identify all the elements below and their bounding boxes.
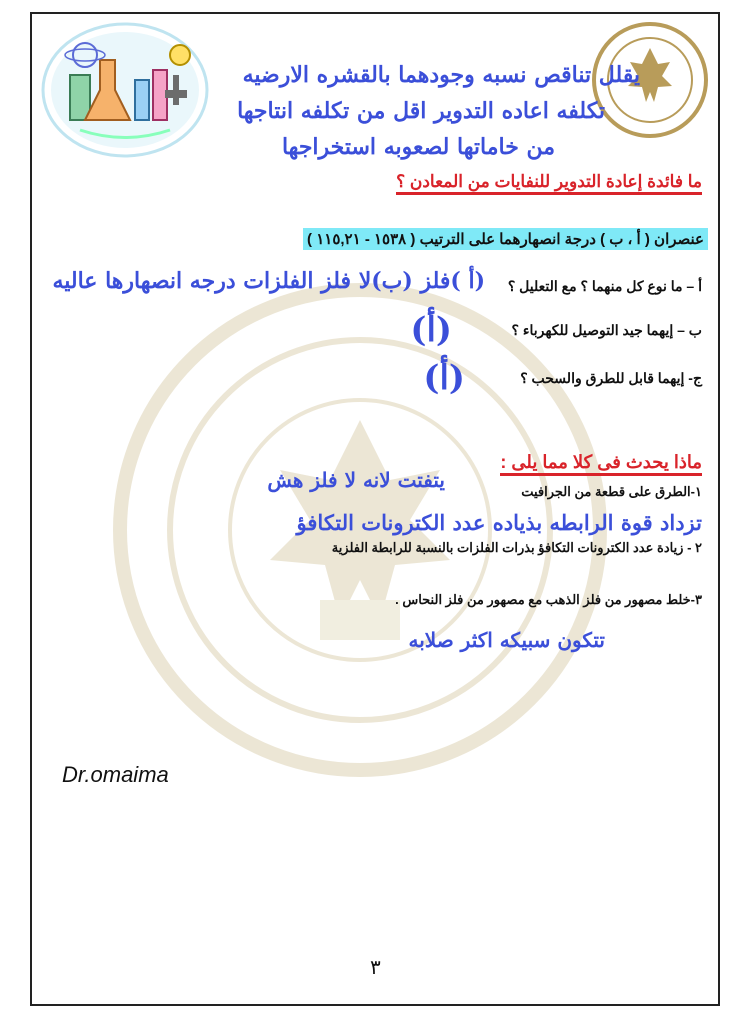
section2-title: عنصران ( أ ، ب ) درجة انصهارهما على الترتيب ( ١٥٣٨ - ١١٥,٢١ ) <box>303 228 708 250</box>
recycling-answer-line-1: يقلل تناقص نسبه وجودهما بالقشره الارضيه <box>242 62 640 88</box>
answer-3: تتكون سبيكه اكثر صلابه <box>408 628 605 652</box>
recycling-question: ما فائدة إعادة التدوير للنفايات من المعادن ؟ <box>396 172 702 195</box>
question-b: ب – إيهما جيد التوصيل للكهرباء ؟ <box>511 322 702 338</box>
answer-c: (أ) <box>423 358 465 398</box>
section3-title: ماذا يحدث فى كلا مما يلى : <box>500 452 702 476</box>
answer-a: (أ )فلز (ب)لا فلز الفلزات درجه انصهارها عاليه <box>52 268 485 294</box>
answer-2: تزداد قوة الرابطه بذياده عدد الكترونات التكافؤ <box>296 510 702 535</box>
science-lab-illustration-icon <box>40 20 210 160</box>
item-1: ١-الطرق على قطعة من الجرافيت <box>521 484 702 499</box>
answer-1: يتفتت لانه لا فلز هش <box>267 468 445 492</box>
recycling-answer-line-2: تكلفه اعاده التدوير اقل من تكلفه انتاجها <box>237 98 605 124</box>
question-c: ج- إيهما قابل للطرق والسحب ؟ <box>520 370 702 386</box>
item-3: ٣-خلط مصهور من فلز الذهب مع مصهور من فلز النحاس . <box>395 592 702 607</box>
page-number: ٣ <box>370 957 381 979</box>
question-a: أ – ما نوع كل منهما ؟ مع التعليل ؟ <box>507 278 702 294</box>
recycling-answer-line-3: من خاماتها لصعوبه استخراجها <box>281 134 555 160</box>
item-2: ٢ - زيادة عدد الكترونات التكافؤ بذرات الفلزات بالنسبة للرابطة الفلزية <box>331 540 702 555</box>
answer-b: (أ) <box>410 310 452 350</box>
author-signature: Dr.omaima <box>62 762 169 787</box>
